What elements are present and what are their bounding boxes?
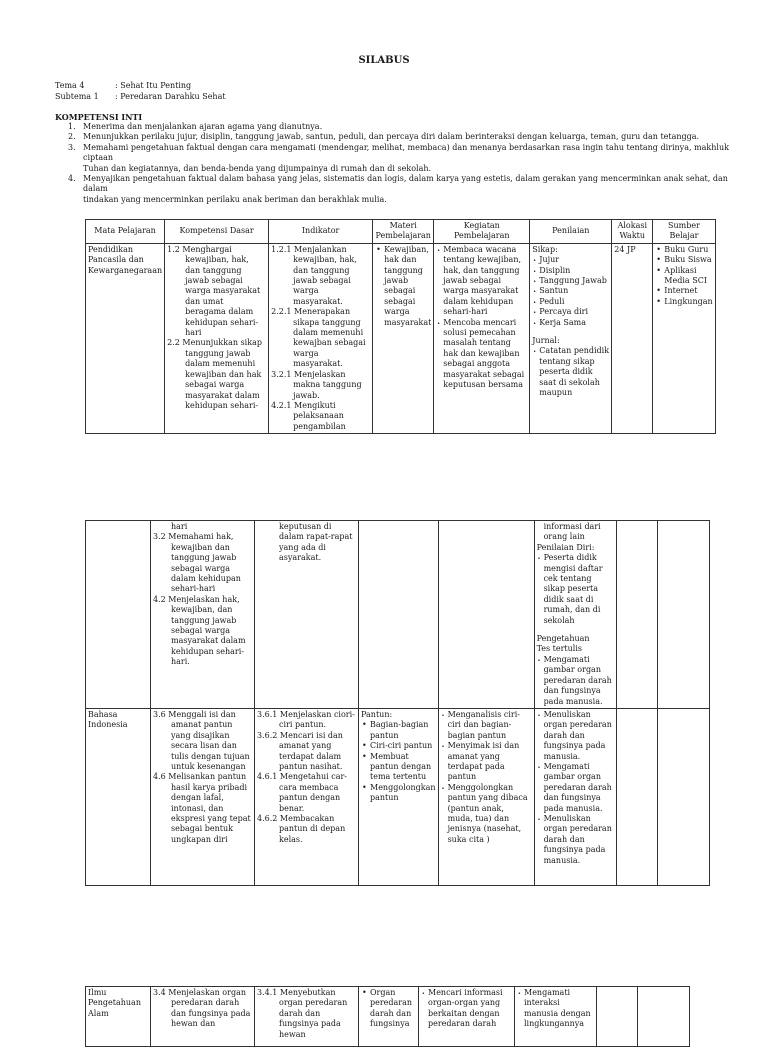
penilaian-item: · Kerja Sama [532,318,609,328]
kegiatan-item: · Menggolongkan pantun yang dibaca (pantun anak, muda, tua) dan jenisnya (nasehat, suka cita ) [441,783,532,845]
materi-item: • Menggolongkan pantun [361,783,436,804]
penilaian-heading: Tes tertulis [536,644,583,654]
penilaian-item: · Santun [532,286,609,296]
kd-item: 4.2 Menjelaskan hak, kewajiban, dan tanggung jawab sebagai warga masyarakat dalam kehidupan sehari-hari. [153,594,246,667]
cell-materi [373,243,434,433]
materi-item: • Organ peredaran darah dan fungsinya [361,988,416,1030]
penilaian-item: · Menuliskan organ peredaran darah dan fungsinya pada manusia. [537,814,614,866]
penilaian-item: · Catatan pendidik tentang sikap peserta didik saat di sekolah maupun [532,346,609,398]
cell-kegiatan [438,708,534,885]
cell-materi [359,708,439,885]
header-materi: Materi Pembelajaran [373,220,434,244]
kompetensi-inti-number: 1. [68,122,76,131]
kompetensi-inti-text: Menyajikan pengetahuan faktual dalam bahasa yang jelas, sistematis dan logis, dalam karya yang estetis, dalam gerakan yang mencerminkan anak sehat, dan dalam [83,174,728,194]
silabus-table-page-2 [85,520,710,886]
penilaian-item: · Mengamati gambar organ peredaran darah dan fungsinya pada manusia. [537,655,614,707]
indikator-item: 3.6.1 Menjelaskan ciori-ciri pantun. [257,709,355,730]
materi-item: • Kewajiban, hak dan tanggung jawab sebagai sebagai warga masyarakat [375,245,431,328]
cell-mata-pelajaran: Bahasa Indonesia [86,708,151,885]
cell-mata-pelajaran: Ilmu Pengetahuan Alam [86,987,151,1047]
kompetensi-inti-item [55,122,745,132]
kd-item: 4.6 Melisankan pantun hasil karya pribadi dengan lafal, intonasi, dan ekspresi yang tepat sebagai bentuk ungkapan diri [153,772,251,844]
cell-materi [359,521,439,709]
penilaian-heading: Sikap: [532,244,558,254]
penilaian-item: · Peduli [532,297,609,307]
cell-kegiatan [419,987,515,1047]
kompetensi-inti-heading: KOMPETENSI INTI [55,112,143,122]
penilaian-heading: Penilaian Diri: [536,542,595,552]
penilaian-item: · Jujur [532,255,609,265]
indikator-item: 4.6.1 Mengetahui car-cara membaca pantun dengan benar. [257,772,347,813]
cell-sumber-belajar [657,521,709,709]
sumber-item: • Internet [655,286,712,296]
kegiatan-item: · Menganalisis ciri-ciri dan bagian-bagian pantun [441,710,532,741]
kompetensi-inti-number: 3. [68,142,76,152]
indikator-item: 3.4.1 Menyebutkan organ peredaran darah dan fungsinya pada hewan [257,988,348,1039]
cell-indikator [255,708,359,885]
kompetensi-inti-number: 4. [68,174,76,184]
penilaian-item: · Mengamati gambar organ peredaran darah dan fungsinya pada manusia. [537,762,614,814]
header-kegiatan: Kegiatan Pembelajaran [434,220,530,244]
materi-item: • Membuat pantun dengan tema tertentu [361,752,436,783]
cell-kegiatan [438,521,534,709]
kompetensi-inti-item [55,143,745,174]
silabus-table-page-1 [85,219,716,434]
header-alokasi-waktu: Alokasi Waktu [612,220,653,244]
kd-item: 3.2 Memahami hak, kewajiban dan tanggung jawab sebagai warga dalam kehidupan sehari-hari [153,532,241,594]
materi-heading: Pantun: [361,709,393,719]
penilaian-heading: Jurnal: [532,336,560,346]
kegiatan-item: · Mencoba mencari solusi pemecahan masalah tentang hak dan kewajiban sebagai anggota masyarakat sebagai keputusan bersama [436,318,527,391]
cell-penilaian [534,708,616,885]
cell-materi [359,987,419,1047]
cell-alokasi-waktu [616,708,657,885]
cell-alokasi-waktu [597,987,638,1047]
materi-item: • Ciri-ciri pantun [361,741,436,751]
penilaian-item: · Percaya diri [532,307,609,317]
kompetensi-inti-text: Menunjukkan perilaku jujur, disiplin, tanggung jawab, santun, peduli, dan percaya diri dalam berinteraksi dengan keluarga, teman, guru dan tetangga. [83,132,700,142]
penilaian-item: · Peserta didik mengisi daftar cek tentang sikap peserta didik saat di rumah, dan di sekolah [537,553,614,626]
cell-indikator [269,243,373,433]
meta-key: Tema 4 [55,81,85,90]
header-indikator: Indikator [269,220,373,244]
cell-penilaian [534,521,616,709]
kompetensi-inti-text: Memahami pengetahuan faktual dengan cara mengamati (mendengar, melihat, membaca) dan menanya berdasarkan rasa ingin tahu tentang dirinya, makhluk ciptaan [83,142,729,163]
cell-sumber-belajar [638,987,690,1047]
cell-mata-pelajaran: Pendidikan Pancasila dan Kewarganegaraan [86,243,165,433]
indikator-item: 2.2.1 Menerapakan sikapa tanggung dalam memenuhi kewajban sebagai warga masyarakat. [271,307,366,369]
penilaian-item: · Mengamati interaksi manusia dengan lingkungannya [517,988,594,1030]
kompetensi-inti-text: tindakan yang mencerminkan perilaku anak beriman dan berakhlak mulia. [83,194,387,204]
table-row [86,521,710,709]
meta-value: : Sehat Itu Penting [115,81,192,90]
cell-indikator [255,987,359,1047]
cell-indikator [255,521,359,709]
kd-item: 3.4 Menjelaskan organ peredaran darah dan fungsinya pada hewan dan [153,988,251,1029]
kd-item: 2.2 Menunjukkan sikap tanggung jawab dalam memenuhi kewajiban dan hak sebagai warga masyarakat dalam kehidupan sehari- [167,338,262,410]
kegiatan-item: · Mencari informasi organ-organ yang berkaitan dengan peredaran darah [421,988,512,1030]
header-penilaian: Penilaian [530,220,612,244]
header-kompetensi-dasar: Kompetensi Dasar [165,220,269,244]
sumber-item: • Lingkungan [655,297,712,307]
kompetensi-inti-item [55,132,745,142]
indikator-item: 4.6.2 Membacakan pantun di depan kelas. [257,813,346,844]
meta-value: : Peredaran Darahku Sehat [115,91,226,101]
kompetensi-inti-text: Tuhan dan kegiatannya, dan benda-benda yang dijumpainya di rumah dan di sekolah. [83,163,432,173]
kompetensi-inti-number: 2. [68,132,76,142]
kd-item: 1.2 Menghargai kewajiban, hak, dan tanggung jawab sebagai warga masyarakat dan umat beragama dalam kehidupan sehari-hari [167,244,261,338]
penilaian-continuation: informasi dari orang lain [543,522,601,542]
table-row [86,243,716,433]
indikator-item: 3.2.1 Menjelaskan makna tanggung jawab. [271,369,362,400]
materi-item: • Bagian-bagian pantun [361,720,436,741]
sumber-item: • Aplikasi Media SCI [655,266,712,287]
table-row [86,987,690,1047]
cell-penilaian [515,987,597,1047]
kompetensi-inti-list [55,122,745,205]
kegiatan-item: · Menyimak isi dan amanat yang terdapat pada pantun [441,741,532,783]
silabus-table-page-3 [85,986,690,1047]
cell-alokasi-waktu [616,521,657,709]
cell-alokasi-waktu: 24 JP [612,243,653,433]
table-row [86,708,710,885]
cell-kompetensi-dasar [165,243,269,433]
document-meta [55,81,226,102]
cell-penilaian [530,243,612,433]
penilaian-item: · Menuliskan organ peredaran darah dan fungsinya pada manusia. [537,710,614,762]
page-title: SILABUS [358,55,410,66]
kompetensi-inti-item [55,174,745,205]
indikator-item: 1.2.1 Menjalankan kewajiban, hak, dan tanggung jawab sebagai warga masyarakat. [271,244,357,306]
indikator-item: 3.6.2 Mencari isi dan amanat yang terdapat dalam pantun nasihat. [257,730,343,771]
cell-sumber-belajar [653,243,715,433]
meta-row-subtema [55,92,226,103]
header-mata-pelajaran: Mata Pelajaran [86,220,165,244]
kompetensi-inti-text: Menerima dan menjalankan ajaran agama yang dianutnya. [83,122,323,131]
indikator-continuation: keputusan di dalam rapat-rapat yang ada di asyarakat. [279,522,353,563]
sumber-item: • Buku Guru [655,245,712,255]
penilaian-item: · Tanggung Jawab [532,276,609,286]
cell-kegiatan [434,243,530,433]
cell-sumber-belajar [657,708,709,885]
indikator-item: 4.2.1 Mengikuti pelaksanaan pengambilan [271,400,346,431]
cell-kompetensi-dasar [151,708,255,885]
cell-kompetensi-dasar [151,987,255,1047]
table-header-row [86,220,716,244]
kegiatan-item: · Membaca wacana tentang kewajiban, hak, dan tanggung jawab sebagai warga masyarakat dalam kehidupan sehari-hari [436,245,527,318]
meta-row-tema [55,81,226,92]
cell-kompetensi-dasar [151,521,255,709]
sumber-item: • Buku Siswa [655,255,712,265]
kd-continuation: hari [171,522,188,531]
cell-mata-pelajaran [86,521,151,709]
header-sumber-belajar: Sumber Belajar [653,220,715,244]
kd-item: 3.6 Menggali isi dan amanat pantun yang disajikan secara lisan dan tulis dengan tujuan untuk kesenangan [153,709,250,771]
meta-key: Subtema 1 [55,91,99,101]
penilaian-heading: Pengetahuan [536,634,590,644]
penilaian-item: · Disiplin [532,266,609,276]
